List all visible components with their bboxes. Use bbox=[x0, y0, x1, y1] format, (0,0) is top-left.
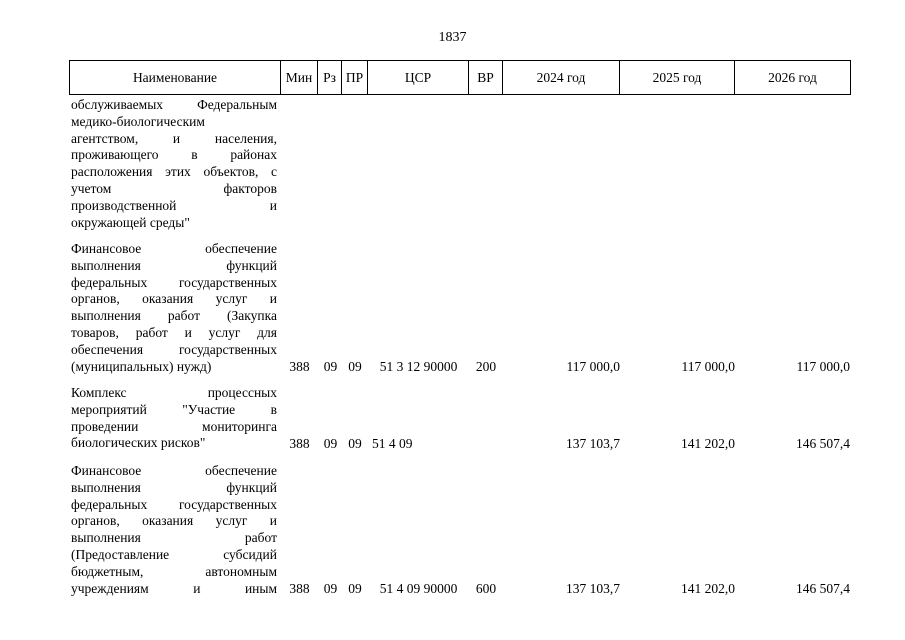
name-line bbox=[71, 419, 277, 436]
name-word: субсидий bbox=[223, 546, 277, 562]
name-word: функций bbox=[226, 479, 277, 495]
cell-pr: 09 bbox=[348, 581, 362, 596]
name-word: учреждениям bbox=[71, 580, 149, 596]
name-word: для bbox=[257, 324, 277, 340]
header-min: Мин bbox=[280, 60, 318, 95]
name-word: Федеральным bbox=[197, 97, 277, 112]
cell-2026: 117 000,0 bbox=[796, 359, 850, 374]
name-word: федеральных bbox=[71, 274, 148, 290]
name-word: федеральных bbox=[71, 496, 148, 512]
name-word: районах bbox=[230, 147, 277, 163]
cell-csr: 51 4 09 90000 bbox=[379, 581, 458, 596]
cell-csr: 51 3 12 90000 bbox=[379, 359, 458, 374]
cell-2024: 137 103,7 bbox=[566, 581, 620, 596]
name-word: органов, bbox=[71, 291, 120, 307]
cell-rz: 09 bbox=[323, 436, 338, 451]
header-2024: 2024 год bbox=[502, 60, 620, 95]
name-word: обеспечение bbox=[205, 241, 277, 256]
cell-min: 388 bbox=[289, 436, 310, 451]
table-row bbox=[69, 463, 851, 598]
name-word: Комплекс bbox=[71, 385, 127, 400]
name-word: выполнения bbox=[71, 308, 141, 324]
name-word: окружающей среды" bbox=[71, 214, 190, 230]
name-word: (муниципальных) нужд) bbox=[71, 358, 212, 374]
name-word: в bbox=[191, 147, 198, 163]
name-word: "Участие bbox=[182, 401, 236, 417]
cell-min: 388 bbox=[289, 359, 310, 374]
name-line bbox=[71, 402, 277, 419]
name-word: производственной bbox=[71, 197, 177, 213]
name-word: товаров, bbox=[71, 324, 119, 340]
name-word: функций bbox=[226, 257, 277, 273]
name-line bbox=[71, 480, 277, 497]
name-word: проживающего bbox=[71, 147, 159, 163]
row-name bbox=[71, 97, 277, 231]
cell-pr: 09 bbox=[348, 359, 362, 374]
name-word: агентством, bbox=[71, 130, 139, 146]
name-word: (Закупка bbox=[227, 308, 277, 324]
name-line bbox=[71, 435, 277, 452]
name-line bbox=[71, 308, 277, 325]
name-line bbox=[71, 215, 277, 232]
cell-rz: 09 bbox=[323, 581, 338, 596]
name-word: с bbox=[270, 164, 277, 180]
header-name: Наименование bbox=[69, 60, 281, 95]
table-row bbox=[69, 385, 851, 453]
name-word: объектов, bbox=[203, 164, 259, 180]
cell-pr: 09 bbox=[348, 436, 362, 451]
name-line bbox=[71, 275, 277, 292]
header-2026: 2026 год bbox=[734, 60, 851, 95]
cell-vr: 600 bbox=[475, 581, 497, 596]
name-word: (Предоставление bbox=[71, 546, 170, 562]
name-line bbox=[71, 131, 277, 148]
row-name bbox=[71, 385, 277, 452]
cell-2026: 146 507,4 bbox=[796, 436, 850, 451]
header-vr: ВР bbox=[468, 60, 503, 95]
table-row bbox=[69, 97, 851, 232]
name-line bbox=[71, 181, 277, 198]
name-word: и bbox=[269, 197, 277, 213]
name-word: оказания bbox=[142, 513, 194, 529]
cell-min: 388 bbox=[289, 581, 310, 596]
name-line bbox=[71, 342, 277, 359]
name-word: и bbox=[269, 291, 277, 307]
header-2025: 2025 год bbox=[619, 60, 735, 95]
name-line bbox=[71, 164, 277, 181]
name-word: государственных bbox=[178, 341, 277, 357]
name-word: медико-биологическим bbox=[71, 113, 205, 129]
name-word: факторов bbox=[223, 180, 277, 196]
name-word: услуг bbox=[208, 324, 241, 340]
cell-2025: 141 202,0 bbox=[681, 581, 735, 596]
name-line bbox=[71, 198, 277, 215]
name-line bbox=[71, 147, 277, 164]
name-line bbox=[71, 325, 277, 342]
name-word: учетом bbox=[71, 180, 112, 196]
name-word: иным bbox=[244, 580, 277, 596]
name-word: работ bbox=[135, 324, 168, 340]
name-word: этих bbox=[165, 164, 191, 180]
header-csr: ЦСР bbox=[367, 60, 469, 95]
name-word: выполнения bbox=[71, 479, 141, 495]
cell-2024: 137 103,7 bbox=[566, 436, 620, 451]
name-word: обеспечения bbox=[71, 341, 144, 357]
name-line bbox=[71, 463, 277, 480]
name-word: государственных bbox=[178, 274, 277, 290]
cell-2026: 146 507,4 bbox=[796, 581, 850, 596]
name-line bbox=[71, 291, 277, 308]
name-line bbox=[71, 497, 277, 514]
name-word: услуг bbox=[215, 291, 248, 307]
name-word: обеспечение bbox=[205, 463, 277, 478]
name-word: в bbox=[270, 401, 277, 417]
header-rz: Рз bbox=[317, 60, 342, 95]
name-word: Финансовое bbox=[71, 241, 142, 256]
cell-2024: 117 000,0 bbox=[566, 359, 620, 374]
name-word: процессных bbox=[207, 385, 277, 400]
table-header bbox=[69, 60, 851, 95]
name-word: государственных bbox=[178, 496, 277, 512]
name-word: и bbox=[269, 513, 277, 529]
row-name bbox=[71, 241, 277, 375]
name-word: оказания bbox=[142, 291, 194, 307]
name-word: и bbox=[184, 324, 192, 340]
name-word: и bbox=[172, 130, 181, 146]
name-word: мониторинга bbox=[202, 418, 277, 434]
header-pr: ПР bbox=[341, 60, 368, 95]
name-word: населения, bbox=[214, 130, 277, 146]
name-line bbox=[71, 547, 277, 564]
name-line bbox=[71, 97, 277, 114]
name-line bbox=[71, 359, 277, 376]
cell-rz: 09 bbox=[323, 359, 338, 374]
name-line bbox=[71, 241, 277, 258]
name-word: выполнения bbox=[71, 530, 141, 546]
name-word: работ bbox=[167, 308, 200, 324]
name-line bbox=[71, 513, 277, 530]
name-word: автономным bbox=[205, 563, 277, 579]
name-word: выполнения bbox=[71, 257, 141, 273]
cell-csr: 51 4 09 bbox=[372, 436, 413, 451]
name-word: биологических рисков" bbox=[71, 435, 206, 451]
name-line bbox=[71, 385, 277, 402]
name-word: расположения bbox=[71, 164, 153, 180]
name-line bbox=[71, 530, 277, 547]
name-word: мероприятий bbox=[71, 401, 147, 417]
name-word: проведении bbox=[71, 418, 139, 434]
name-word: работ bbox=[244, 530, 277, 546]
name-line bbox=[71, 564, 277, 581]
page-number: 1837 bbox=[438, 30, 467, 45]
name-word: услуг bbox=[215, 513, 248, 529]
name-word: и bbox=[193, 580, 201, 596]
name-line bbox=[71, 114, 277, 131]
table-row bbox=[69, 241, 851, 376]
row-name bbox=[71, 463, 277, 597]
cell-2025: 117 000,0 bbox=[681, 359, 735, 374]
cell-vr: 200 bbox=[475, 359, 497, 374]
name-line bbox=[71, 258, 277, 275]
name-word: бюджетным, bbox=[71, 563, 144, 579]
name-word: органов, bbox=[71, 513, 120, 529]
cell-2025: 141 202,0 bbox=[681, 436, 735, 451]
name-line bbox=[71, 581, 277, 598]
name-word: обслуживаемых bbox=[71, 97, 164, 112]
name-word: Финансовое bbox=[71, 463, 142, 478]
